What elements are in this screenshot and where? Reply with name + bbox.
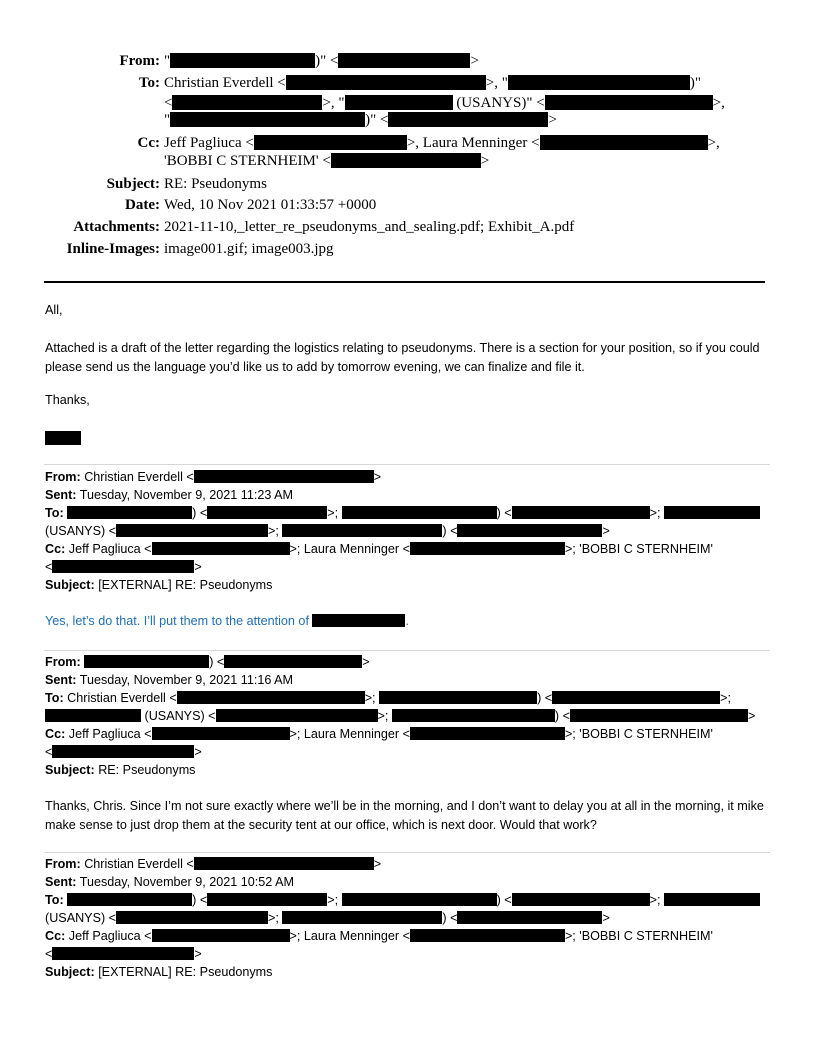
- msg2-from: From: ) < >: [45, 655, 370, 669]
- redaction: [392, 709, 555, 722]
- redaction: [194, 857, 374, 870]
- greeting: All,: [45, 303, 63, 317]
- attachments-value[interactable]: 2021-11-10,_letter_re_pseudonyms_and_sealing.pdf; Exhibit_A.pdf: [164, 219, 575, 235]
- redaction: [52, 745, 194, 758]
- redaction: [410, 542, 565, 555]
- body-paragraph: Attached is a draft of the letter regarding the logistics relating to pseudonyms. There is a section for your position, so if you could please send us the language you’d like us to add by tomorrow evening, we can finalize and file it.: [45, 341, 760, 374]
- redaction: [552, 691, 720, 704]
- msg3-to-line1: To: ) < >; ) < >;: [45, 893, 760, 907]
- msg2-subject: Subject: RE: Pseudonyms: [45, 763, 196, 777]
- msg1-to-line2: (USANYS) < >; ) < >: [45, 524, 610, 538]
- to-value-line3: " )" < >: [164, 112, 557, 128]
- message-divider: [44, 852, 770, 853]
- attachments-label: Attachments:: [73, 219, 160, 235]
- redaction: [331, 153, 481, 168]
- redaction: [379, 691, 537, 704]
- msg1-subject: Subject: [EXTERNAL] RE: Pseudonyms: [45, 578, 273, 592]
- msg2-cc-line1: Cc: Jeff Pagliuca < >; Laura Menninger < >; 'BOBBI C STERNHEIM': [45, 727, 713, 741]
- redaction: [664, 506, 760, 519]
- redaction: [457, 911, 602, 924]
- redaction: [345, 95, 453, 110]
- subject-value: RE: Pseudonyms: [164, 176, 267, 192]
- msg3-subject: Subject: [EXTERNAL] RE: Pseudonyms: [45, 965, 273, 979]
- redaction: [67, 893, 192, 906]
- redaction: [207, 893, 327, 906]
- msg3-cc-line1: Cc: Jeff Pagliuca < >; Laura Menninger < >; 'BOBBI C STERNHEIM': [45, 929, 713, 943]
- msg1-to-line1: To: ) < >; ) < >;: [45, 506, 760, 520]
- redaction: [152, 542, 290, 555]
- redaction: [512, 506, 650, 519]
- cc-value-line1: Jeff Pagliuca < >, Laura Menninger < >,: [164, 135, 720, 151]
- redaction: [152, 727, 290, 740]
- msg2-to-line1: To: Christian Everdell < >; ) < >;: [45, 691, 731, 705]
- msg2-sent: Sent: Tuesday, November 9, 2021 11:16 AM: [45, 673, 294, 687]
- msg3-to-line2: (USANYS) < >; ) < >: [45, 911, 610, 925]
- redaction: [170, 112, 365, 127]
- msg1-reply: Yes, let’s do that. I’ll put them to the attention of .: [45, 614, 409, 628]
- redaction: [152, 929, 290, 942]
- inline-images-value: image001.gif; image003.jpg: [164, 241, 334, 257]
- redaction: [545, 95, 713, 110]
- closing: Thanks,: [45, 393, 90, 407]
- date-label: Date:: [125, 197, 160, 213]
- header-divider: [44, 281, 765, 283]
- redaction: [282, 911, 442, 924]
- redaction: [45, 431, 81, 445]
- redaction: [457, 524, 602, 537]
- redaction: [84, 655, 209, 668]
- redaction: [67, 506, 192, 519]
- redaction: [512, 893, 650, 906]
- message-divider: [44, 464, 770, 465]
- redaction: [664, 893, 760, 906]
- redaction: [254, 135, 407, 150]
- from-label: From:: [119, 53, 160, 69]
- date-value: Wed, 10 Nov 2021 01:33:57 +0000: [164, 197, 377, 213]
- msg1-from: From: Christian Everdell < >: [45, 470, 382, 484]
- msg2-cc-line2: < >: [45, 745, 202, 759]
- cc-label: Cc:: [137, 135, 160, 151]
- redaction: [194, 470, 374, 483]
- to-value-line2: < >, " (USANYS)" < >,: [164, 95, 725, 111]
- signature-redacted: [45, 431, 81, 446]
- redaction: [170, 53, 315, 68]
- cc-value-line2: 'BOBBI C STERNHEIM' < >: [164, 153, 490, 169]
- msg2-to-line2: (USANYS) < >; ) < >: [45, 709, 755, 723]
- redaction: [52, 947, 194, 960]
- msg3-cc-line2: < >: [45, 947, 202, 961]
- redaction: [342, 506, 497, 519]
- redaction: [540, 135, 708, 150]
- redaction: [224, 655, 362, 668]
- redaction: [45, 709, 141, 722]
- redaction: [216, 709, 378, 722]
- redaction: [207, 506, 327, 519]
- redaction: [570, 709, 748, 722]
- from-value: " )" < >: [164, 53, 479, 69]
- message-divider: [44, 650, 770, 651]
- redaction: [116, 911, 268, 924]
- redaction: [282, 524, 442, 537]
- msg2-text: Thanks, Chris. Since I’m not sure exactly where we’ll be in the morning, and I don’t want to delay you at all in the morning, it mike make sense to just drop them at the security tent at our office, which is next door. Would that work?: [45, 799, 764, 832]
- redaction: [116, 524, 268, 537]
- redaction: [508, 75, 690, 90]
- redaction: [52, 560, 194, 573]
- redaction: [342, 893, 497, 906]
- redaction: [410, 727, 565, 740]
- redaction: [177, 691, 365, 704]
- msg1-cc-line1: Cc: Jeff Pagliuca < >; Laura Menninger < >; 'BOBBI C STERNHEIM': [45, 542, 713, 556]
- msg1-sent: Sent: Tuesday, November 9, 2021 11:23 AM: [45, 488, 294, 502]
- redaction: [388, 112, 548, 127]
- msg3-from: From: Christian Everdell < >: [45, 857, 382, 871]
- to-value-line1: Christian Everdell < >, " )": [164, 75, 701, 91]
- inline-images-label: Inline-Images:: [66, 241, 160, 257]
- msg3-sent: Sent: Tuesday, November 9, 2021 10:52 AM: [45, 875, 294, 889]
- redaction: [286, 75, 486, 90]
- redaction: [312, 614, 405, 627]
- subject-label: Subject:: [106, 176, 160, 192]
- to-label: To:: [138, 75, 160, 91]
- msg1-cc-line2: < >: [45, 560, 202, 574]
- redaction: [338, 53, 470, 68]
- redaction: [410, 929, 565, 942]
- redaction: [172, 95, 322, 110]
